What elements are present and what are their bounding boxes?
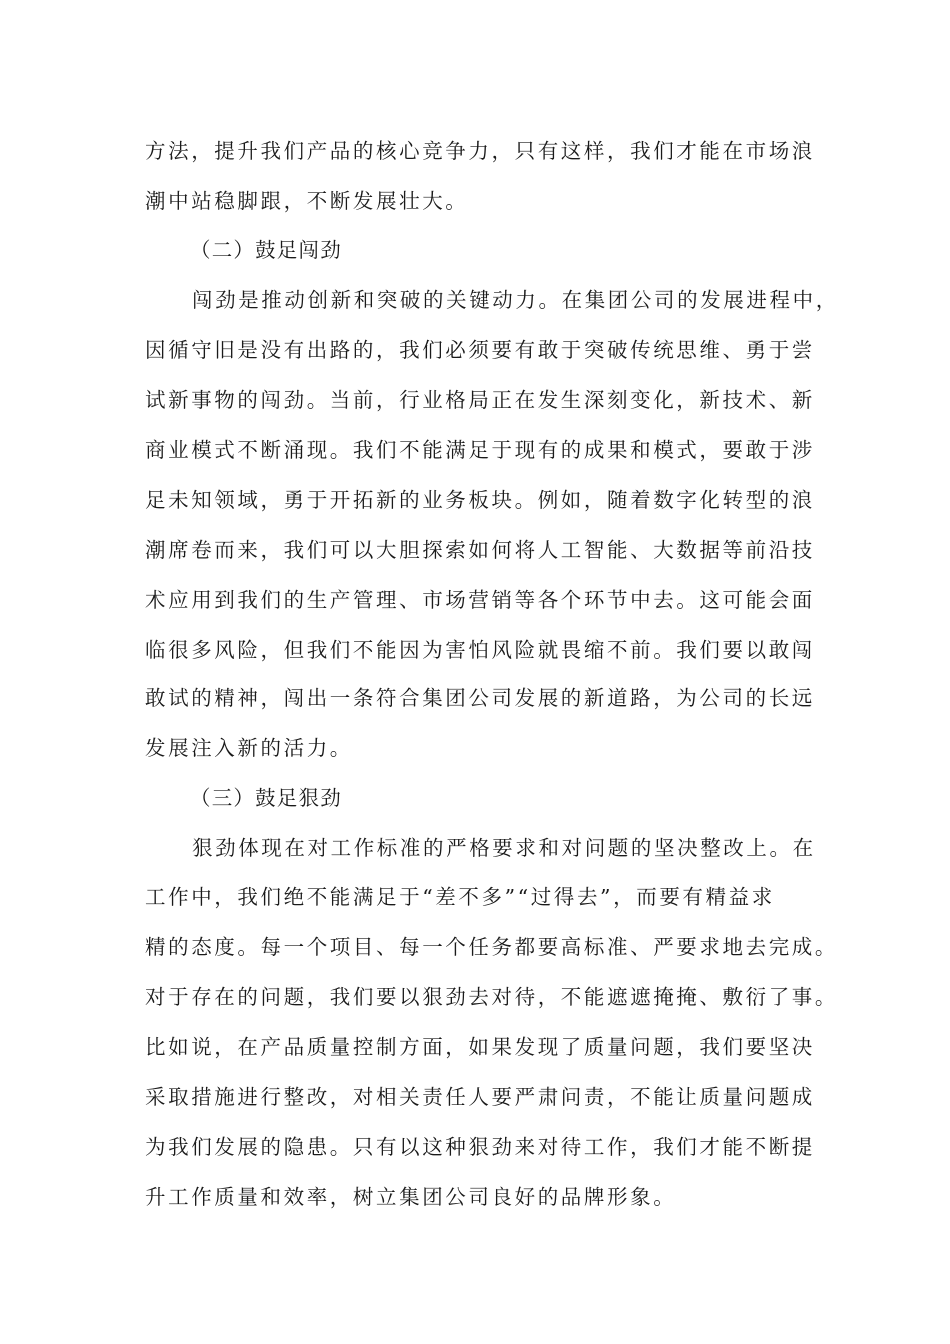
paragraph-1-line: 方法，提升我们产品的核心竞争力，只有这样，我们才能在市场浪	[145, 139, 815, 163]
paragraph-2-line: 潮席卷而来，我们可以大胆探索如何将人工智能、大数据等前沿技	[145, 538, 815, 562]
paragraph-2-line: 临很多风险，但我们不能因为害怕风险就畏缩不前。我们要以敢闯	[145, 638, 815, 662]
paragraph-2-line: 闯劲是推动创新和突破的关键动力。在集团公司的发展进程中，	[192, 288, 839, 312]
paragraph-2-line: 试新事物的闯劲。当前，行业格局正在发生深刻变化，新技术、新	[145, 388, 815, 412]
paragraph-3-line: 对于存在的问题，我们要以狠劲去对待，不能遮遮掩掩、敷衍了事。	[145, 985, 838, 1009]
paragraph-3-line: 精的态度。每一个项目、每一个任务都要高标准、严要求地去完成。	[145, 935, 838, 959]
paragraph-2-line: 术应用到我们的生产管理、市场营销等各个环节中去。这可能会面	[145, 588, 815, 612]
paragraph-3-line: 升工作质量和效率，树立集团公司良好的品牌形象。	[145, 1185, 677, 1209]
paragraph-3-line: 为我们发展的隐患。只有以这种狠劲来对待工作，我们才能不断提	[145, 1135, 815, 1159]
paragraph-2-line: 发展注入新的活力。	[145, 736, 353, 760]
paragraph-2-line: 因循守旧是没有出路的，我们必须要有敢于突破传统思维、勇于尝	[145, 338, 815, 362]
paragraph-2-line: 商业模式不断涌现。我们不能满足于现有的成果和模式，要敢于涉	[145, 438, 815, 462]
paragraph-1-line: 潮中站稳脚跟，不断发展壮大。	[145, 189, 469, 213]
section-heading-3: （三）鼓足狠劲	[190, 786, 342, 810]
paragraph-3-line: 采取措施进行整改，对相关责任人要严肃问责，不能让质量问题成	[145, 1085, 815, 1109]
section-heading-2: （二）鼓足闯劲	[190, 238, 342, 262]
paragraph-2-line: 敢试的精神，闯出一条符合集团公司发展的新道路，为公司的长远	[145, 686, 815, 710]
paragraph-3-line: 比如说，在产品质量控制方面，如果发现了质量问题，我们要坚决	[145, 1035, 815, 1059]
paragraph-3-line: 工作中，我们绝不能满足于“差不多”“过得去”，而要有精益求	[145, 885, 775, 909]
paragraph-3-line: 狠劲体现在对工作标准的严格要求和对问题的坚决整改上。在	[192, 836, 816, 860]
paragraph-2-line: 足未知领域，勇于开拓新的业务板块。例如，随着数字化转型的浪	[145, 488, 815, 512]
